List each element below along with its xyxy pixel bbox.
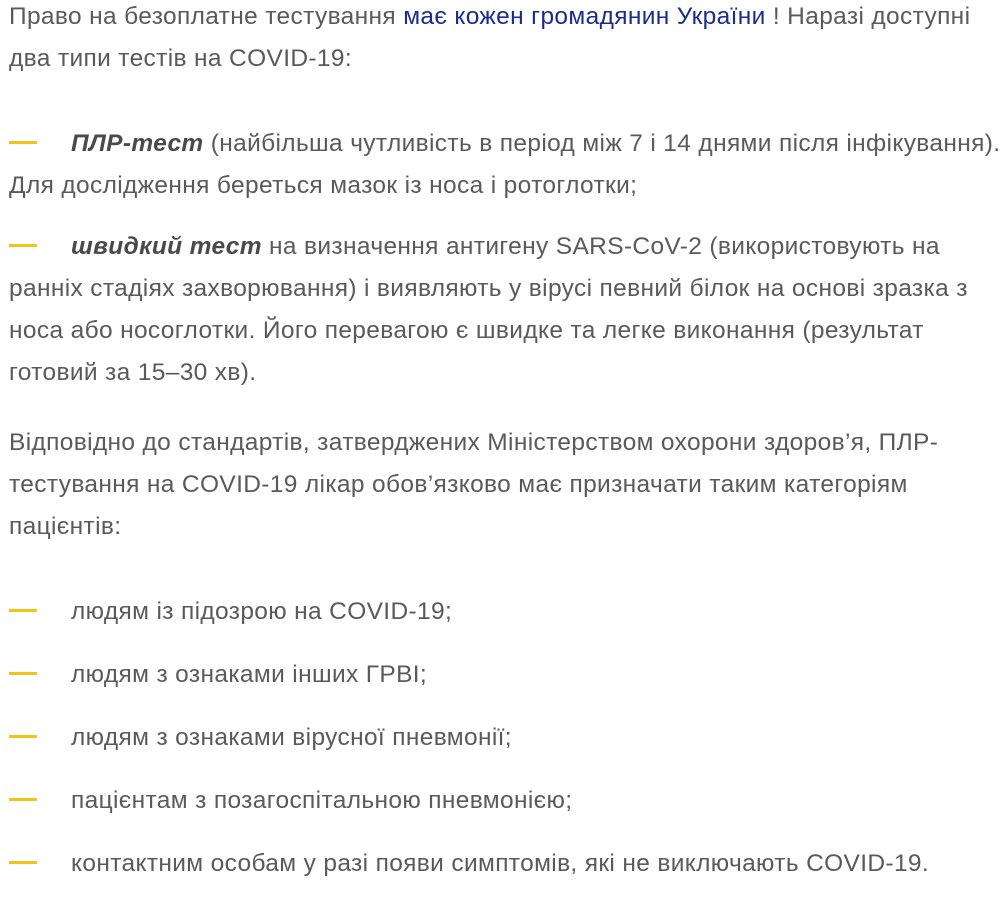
dash-bullet-icon — [9, 672, 37, 675]
category-text: людям із підозрою на COVID-19; — [71, 598, 453, 625]
list-item-pcr-test — [9, 123, 1001, 207]
category-text: людям з ознаками вірусної пневмонії; — [71, 724, 512, 751]
citizens-right-link[interactable]: має кожен громадянин України — [403, 3, 766, 30]
list-item — [9, 591, 1001, 633]
dash-bullet-icon — [9, 861, 37, 864]
patient-categories-list — [9, 591, 1001, 906]
dash-bullet-icon — [9, 244, 37, 247]
pcr-test-description: (найбільша чутливість в період між 7 і 14 днями після інфікування). Для дослідження береться мазок із носа і ротоглотки; — [9, 130, 1001, 199]
category-text: пацієнтам з позагоспітальною пневмонією; — [71, 787, 573, 814]
dash-bullet-icon — [9, 798, 37, 801]
category-text: людям з ознаками інших ГРВІ; — [71, 661, 428, 688]
dash-bullet-icon — [9, 609, 37, 612]
list-item — [9, 843, 1001, 885]
list-item — [9, 780, 1001, 822]
dash-bullet-icon — [9, 141, 37, 144]
rapid-test-description: на визначення антигену SARS-CoV-2 (використовують на ранніх стадіях захворювання) і виявляють у вірусі певний білок на основі зразка з носа або носоглотки. Його перевагою є швидке та легке виконання (результат готовий за 15–30 хв). — [9, 233, 968, 386]
category-text: контактним особам у разі появи симптомів, які не виключають COVID-19. — [71, 850, 930, 877]
term-rapid-test: швидкий тест — [71, 233, 262, 260]
intro-text-after: ! Наразі доступні два типи тестів на COVID-19: — [9, 3, 971, 72]
term-pcr-test: ПЛР-тест — [71, 130, 204, 157]
intro-paragraph — [9, 0, 1001, 80]
list-item — [9, 654, 1001, 696]
standards-paragraph: Відповідно до стандартів, затверджених Міністерством охорони здоров’я, ПЛР-тестування на COVID-19 лікар обов’язково має призначати таким категоріям пацієнтів: — [9, 429, 939, 540]
list-item-rapid-test — [9, 226, 1001, 394]
dash-bullet-icon — [9, 735, 37, 738]
intro-text-before: Право на безоплатне тестування — [9, 3, 404, 30]
test-types-list — [9, 123, 1001, 394]
list-item — [9, 717, 1001, 759]
